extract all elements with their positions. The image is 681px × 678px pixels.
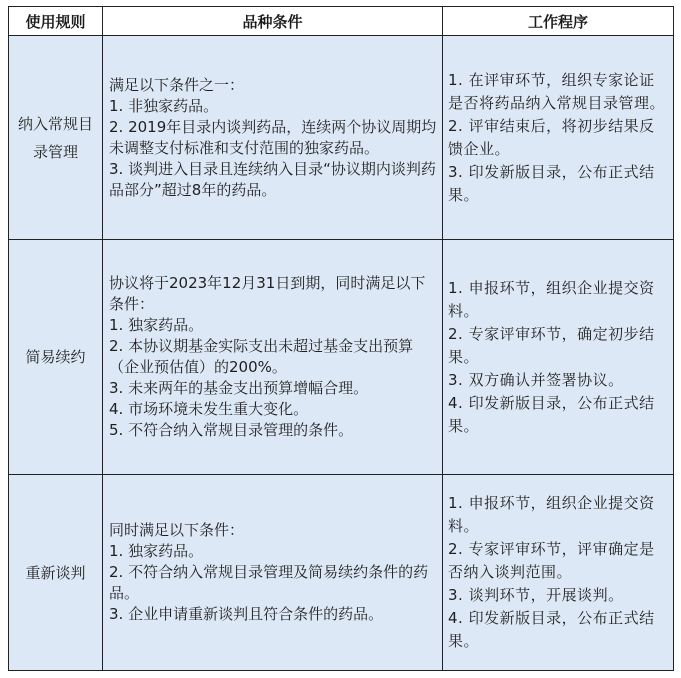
procedure-cell bbox=[443, 240, 674, 475]
procedure-line: 3. 双方确认并签署协议。 bbox=[448, 370, 624, 389]
header-rule: 使用规则 bbox=[9, 7, 103, 36]
procedure-line: 2. 专家评审环节，评审确定是否纳入谈判范围。 bbox=[448, 540, 655, 581]
table-row bbox=[9, 36, 674, 240]
header-row bbox=[9, 7, 674, 36]
policy-table-container bbox=[8, 6, 674, 671]
procedure-line: 4. 印发新版目录，公布正式结果。 bbox=[448, 609, 655, 650]
rule-label: 纳入常规目录管理 bbox=[17, 114, 93, 161]
header-conditions: 品种条件 bbox=[103, 7, 443, 36]
condition-line: 4. 市场环境未发生重大变化。 bbox=[109, 400, 309, 418]
procedure-line: 4. 印发新版目录，公布正式结果。 bbox=[448, 393, 655, 435]
condition-line: 5. 不符合纳入常规目录管理的条件。 bbox=[109, 421, 354, 439]
table-row bbox=[9, 475, 674, 671]
procedure-line: 1. 申报环节，组织企业提交资料。 bbox=[448, 494, 655, 535]
condition-line: 1. 非独家药品。 bbox=[109, 96, 219, 115]
condition-line: 1. 独家药品。 bbox=[109, 542, 204, 560]
procedure-cell bbox=[443, 36, 674, 240]
procedure-line: 2. 专家评审环节，确定初步结果。 bbox=[448, 324, 655, 366]
condition-line: 1. 独家药品。 bbox=[109, 316, 204, 334]
condition-line: 协议将于2023年12月31日到期，同时满足以下条件： bbox=[109, 274, 426, 313]
rule-label: 简易续约 bbox=[25, 348, 86, 366]
conditions-cell bbox=[103, 475, 443, 671]
rule-cell bbox=[9, 36, 103, 240]
condition-line: 3. 谈判进入目录且连续纳入目录“协议期内谈判药品部分”超过8年的药品。 bbox=[109, 159, 436, 199]
condition-line: 2. 本协议期基金实际支出未超过基金支出预算（企业预估值）的200%。 bbox=[109, 337, 414, 376]
condition-line: 3. 未来两年的基金支出预算增幅合理。 bbox=[109, 379, 369, 397]
condition-line: 满足以下条件之一： bbox=[109, 75, 245, 94]
procedure-line: 1. 在评审环节，组织专家论证是否将药品纳入常规目录管理。 bbox=[448, 70, 666, 112]
conditions-cell bbox=[103, 36, 443, 240]
procedure-line: 2. 评审结束后，将初步结果反馈企业。 bbox=[448, 116, 655, 158]
procedure-line: 3. 谈判环节，开展谈判。 bbox=[448, 586, 624, 604]
procedure-line: 3. 印发新版目录，公布正式结果。 bbox=[448, 162, 655, 204]
conditions-cell bbox=[103, 240, 443, 475]
table-row bbox=[9, 240, 674, 475]
rule-label: 重新谈判 bbox=[25, 563, 86, 582]
condition-line: 3. 企业申请重新谈判且符合条件的药品。 bbox=[109, 605, 384, 623]
procedure-line: 1. 申报环节，组织企业提交资料。 bbox=[448, 278, 655, 320]
header-procedure: 工作程序 bbox=[443, 7, 674, 36]
condition-line: 同时满足以下条件： bbox=[109, 521, 245, 539]
condition-line: 2. 2019年目录内谈判药品，连续两个协议周期均未调整支付标准和支付范围的独家药品。 bbox=[109, 117, 437, 157]
rule-cell bbox=[9, 475, 103, 671]
condition-line: 2. 不符合纳入常规目录管理及简易续约条件的药品。 bbox=[109, 563, 429, 602]
policy-table bbox=[8, 6, 674, 671]
rule-cell bbox=[9, 240, 103, 475]
procedure-cell bbox=[443, 475, 674, 671]
